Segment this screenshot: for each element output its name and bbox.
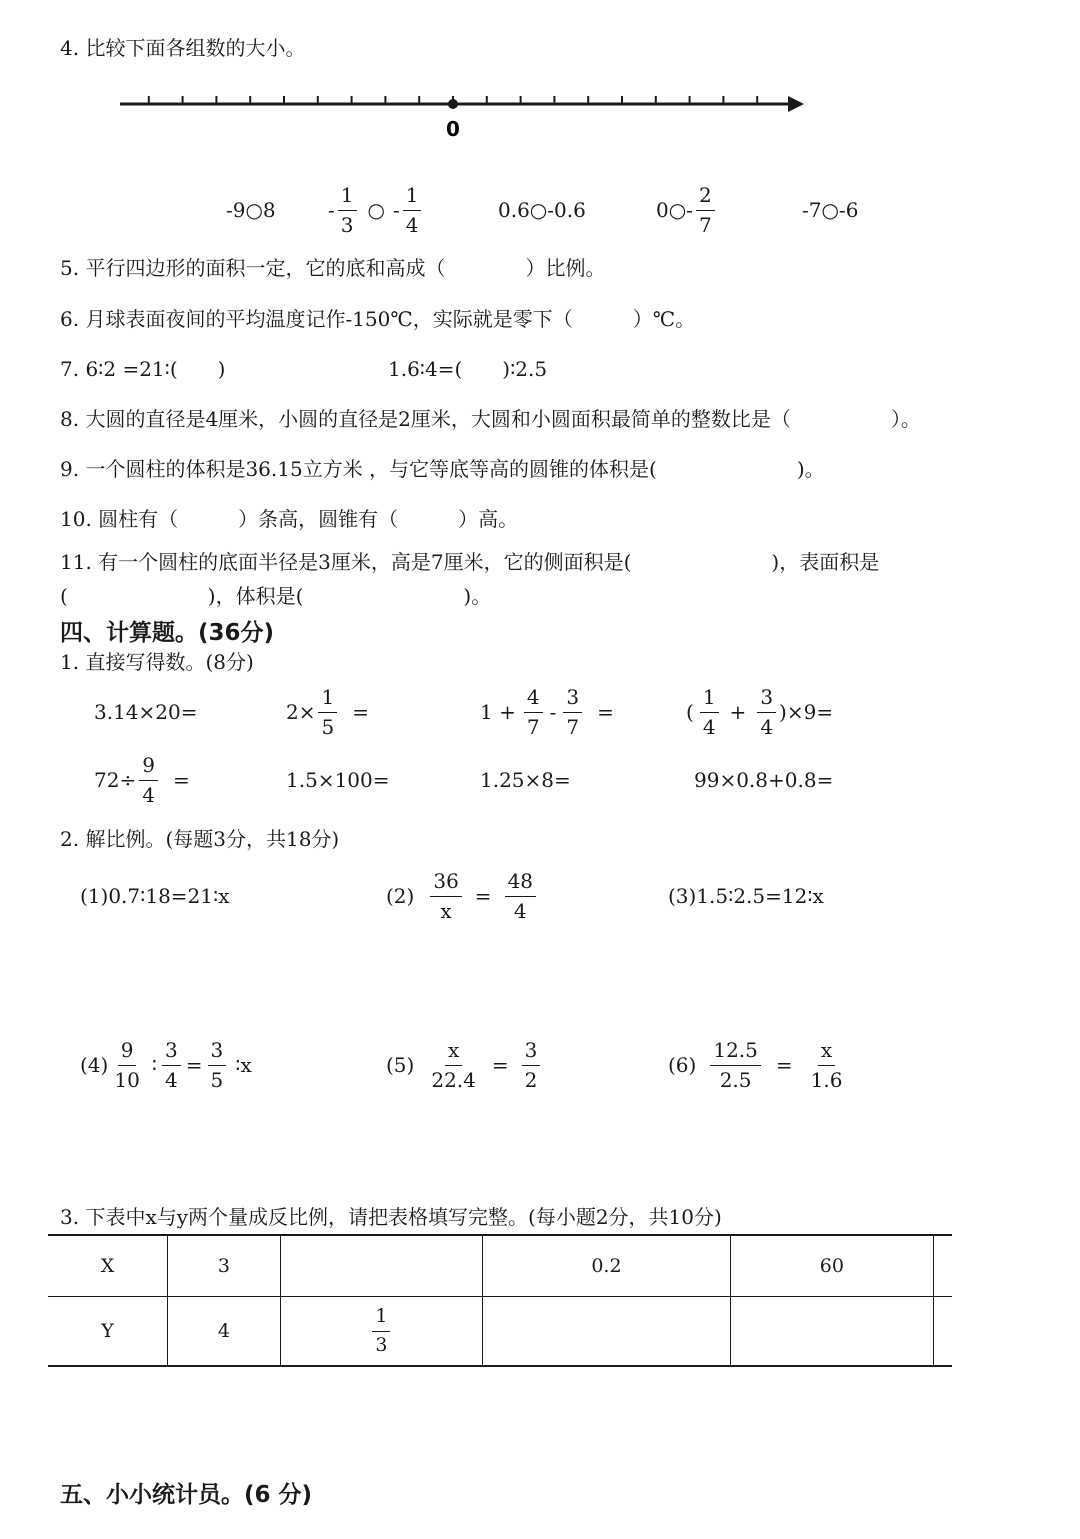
fraction: $\frac{3}{4}$	[162, 1039, 181, 1092]
equals-sign: =	[352, 700, 369, 724]
number-line-arrow-icon	[788, 96, 804, 112]
calc2-p1	[80, 866, 229, 926]
fraction: $\frac{3}{2}$	[522, 1039, 541, 1092]
minus-sign: -	[549, 700, 557, 724]
calc1-e6	[286, 750, 390, 810]
number-line-origin-dot	[448, 99, 458, 109]
calc2-title: 2. 解比例。(每题3分，共18分)	[60, 827, 340, 851]
q4-compare-2	[328, 180, 424, 240]
problem-label: (5)	[386, 1053, 415, 1077]
expression-text: 72÷	[94, 768, 137, 792]
equals-sign: =	[491, 1053, 509, 1077]
fraction: $\frac{x}{22.4}$	[431, 1037, 476, 1092]
fraction: $\frac{4}{7}$	[524, 686, 543, 739]
plus-sign: +	[729, 700, 747, 724]
problem-label: (2)	[386, 884, 415, 908]
fraction: $\frac{36}{x}$	[430, 870, 461, 923]
inverse-proportion-table	[48, 1234, 952, 1367]
fraction: $\frac{3}{4}$	[757, 686, 776, 739]
number-line-zero-label: 0	[446, 117, 460, 141]
calc2-p5	[386, 1035, 543, 1095]
q4-compare-3	[498, 180, 586, 240]
calc3-title: 3. 下表中x与y两个量成反比例，请把表格填写完整。(每小题2分，共10分)	[60, 1205, 722, 1229]
fraction: $\frac{9}{4}$	[139, 754, 158, 807]
minus-sign: -	[392, 198, 400, 222]
fraction: $\frac{1}{4}$	[403, 184, 422, 237]
fraction: $\frac{1}{5}$	[318, 686, 337, 739]
calc2-p2	[386, 866, 539, 926]
fraction: $\frac{1}{3}$	[372, 1306, 390, 1357]
compare-4-text: 0○-	[656, 198, 693, 222]
q4-title: 4. 比较下面各组数的大小。	[60, 36, 306, 60]
table-cell: 0.2	[482, 1235, 730, 1297]
table-cell-blank[interactable]	[933, 1235, 952, 1297]
q11-line1: 11. 有一个圆柱的底面半径是3厘米，高是7厘米，它的侧面积是( )，表面积是	[60, 550, 880, 574]
equals-sign: =	[775, 1053, 793, 1077]
equals-sign: =	[597, 700, 614, 724]
calc1-e8	[694, 750, 833, 810]
calc1-title: 1. 直接写得数。(8分)	[60, 650, 254, 674]
calc2-p4	[80, 1035, 252, 1095]
fraction: $\frac{9}{10}$	[114, 1037, 140, 1092]
table-cell: 4	[168, 1297, 281, 1367]
table-cell-fraction	[280, 1297, 482, 1367]
minus-sign: -	[328, 198, 335, 222]
table-row-x	[48, 1235, 952, 1297]
compare-circle: ○	[367, 198, 385, 222]
calc2-p3	[668, 866, 824, 926]
table-cell-blank[interactable]	[730, 1297, 933, 1367]
q4-compare-5	[802, 180, 858, 240]
q6: 6. 月球表面夜间的平均温度记作-150℃，实际就是零下（ ）℃。	[60, 307, 696, 331]
equals-sign: =	[185, 1053, 203, 1077]
calc1-e4	[686, 682, 833, 742]
problem-label: (4)	[80, 1053, 109, 1077]
fraction: $\frac{x}{1.6}$	[810, 1037, 843, 1092]
fraction: $\frac{3}{7}$	[563, 686, 582, 739]
section-5-heading: 五、小小统计员。(6 分)	[60, 1482, 313, 1508]
paren-open: (	[686, 700, 694, 724]
q4-compare-4	[656, 180, 718, 240]
q8: 8. 大圆的直径是4厘米，小圆的直径是2厘米，大圆和小圆面积最简单的整数比是（ ）。	[60, 407, 921, 431]
problem-label: (6)	[668, 1053, 697, 1077]
table-cell-blank[interactable]	[280, 1235, 482, 1297]
expression-text: 1.5×100=	[286, 768, 390, 792]
fraction: $\frac{2}{7}$	[696, 184, 715, 237]
expression-text: 99×0.8+0.8=	[694, 768, 834, 792]
calc2-p6	[668, 1035, 848, 1095]
number-line	[110, 86, 820, 142]
section-4-heading: 四、计算题。(36分)	[60, 620, 275, 646]
q5: 5. 平行四边形的面积一定，它的底和高成（ ）比例。	[60, 256, 606, 280]
calc1-e7	[480, 750, 571, 810]
fraction: $\frac{3}{5}$	[208, 1039, 227, 1092]
q11-line2: ( )，体积是( )。	[60, 584, 492, 608]
ratio-tail: ∶x	[235, 1053, 252, 1077]
calc1-e2	[286, 682, 369, 742]
fraction: $\frac{1}{3}$	[338, 184, 357, 237]
q10: 10. 圆柱有（ ）条高，圆锥有（ ）高。	[60, 507, 519, 531]
table-cell: 3	[168, 1235, 281, 1297]
q4-compare-1	[226, 180, 276, 240]
compare-5-text: -7○-6	[802, 198, 859, 222]
fraction: $\frac{48}{4}$	[505, 870, 536, 923]
expression-text: 1.25×8=	[480, 768, 571, 792]
table-row-y	[48, 1297, 952, 1367]
calc1-e1	[94, 682, 198, 742]
fraction: $\frac{12.5}{2.5}$	[710, 1039, 761, 1092]
table-cell: 60	[730, 1235, 933, 1297]
expression-text: 1 +	[480, 700, 516, 724]
equals-sign: =	[474, 884, 492, 908]
table-cell-blank[interactable]	[482, 1297, 730, 1367]
ratio-colon: ∶	[151, 1053, 158, 1077]
calc1-e3	[480, 682, 614, 742]
q7b: 1.6∶4=( )∶2.5	[388, 357, 548, 381]
q7a: 7. 6∶2 =21∶( )	[60, 357, 226, 381]
table-cell: X	[48, 1235, 168, 1297]
expression-text: )×9=	[779, 700, 834, 724]
q9: 9. 一个圆柱的体积是36.15立方米 ，与它等底等高的圆锥的体积是( )。	[60, 457, 825, 481]
table-cell: Y	[48, 1297, 168, 1367]
proportion-text: (3)1.5∶2.5=12∶x	[668, 884, 824, 908]
fraction: $\frac{1}{4}$	[700, 686, 719, 739]
table-cell-blank[interactable]	[933, 1297, 952, 1367]
expression-text: 2×	[286, 700, 316, 724]
compare-1-text: -9○8	[226, 198, 276, 222]
proportion-text: (1)0.7∶18=21∶x	[80, 884, 230, 908]
calc1-e5	[94, 750, 190, 810]
equals-sign: =	[172, 768, 190, 792]
compare-3-text: 0.6○-0.6	[498, 198, 586, 222]
expression-text: 3.14×20=	[94, 700, 198, 724]
